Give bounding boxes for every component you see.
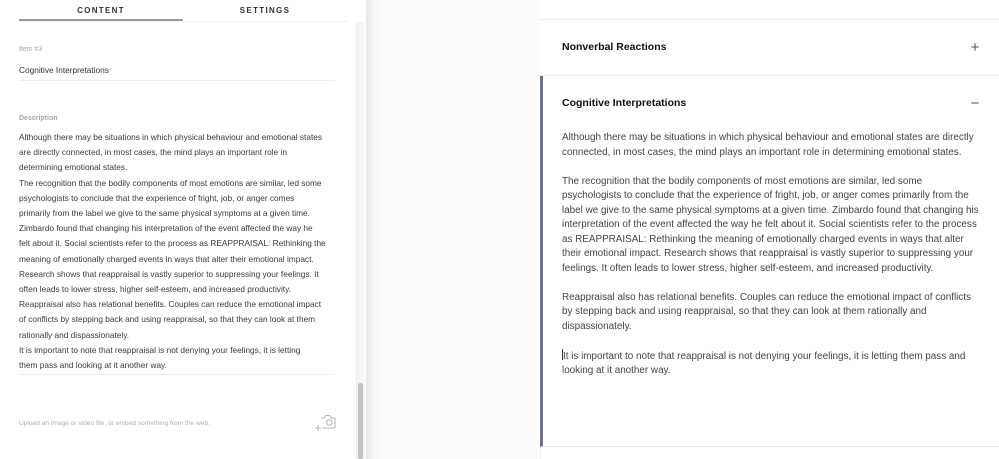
description-line: of conflicts by stepping back and using reappraisal, so that they can look at them xyxy=(19,314,316,325)
editor-panel xyxy=(0,0,366,459)
accordion-body[interactable] xyxy=(562,131,982,393)
item-number-label: Item #3 xyxy=(19,46,43,53)
canvas-gap xyxy=(366,0,540,459)
preview-panel xyxy=(540,0,999,459)
description-line: meaning of emotionally charged events in ways that alter their emotional impact. xyxy=(19,253,314,264)
description-line: psychologists to conclude that the experience of fright, job, or anger comes xyxy=(19,192,295,203)
description-line: primarily from the label we give to the same physical symptoms at a given time. xyxy=(19,208,310,219)
editor-scrollbar-thumb[interactable] xyxy=(358,383,363,459)
tab-settings[interactable]: SETTINGS xyxy=(239,6,291,15)
previous-accordion-item-edge xyxy=(540,0,999,20)
accordion-title: Cognitive Interpretations xyxy=(562,97,687,109)
media-upload-hint[interactable]: Upload an image or video file, or embed something from the web. xyxy=(19,420,210,427)
description-label: Description xyxy=(19,115,58,122)
minus-icon[interactable]: − xyxy=(970,94,980,112)
description-line: them pass and looking at it another way. xyxy=(19,360,167,371)
accordion-paragraph-last xyxy=(562,349,982,379)
tab-content[interactable]: CONTENT xyxy=(19,0,183,21)
next-accordion-item-edge xyxy=(540,447,999,459)
accordion-item-nonverbal-reactions xyxy=(540,20,999,76)
description-line: Zimbardo found that changing his interpretation of the event affected the way he xyxy=(19,223,313,234)
description-line: rationally and dispassionately. xyxy=(19,329,130,340)
accordion-title: Nonverbal Reactions xyxy=(562,41,667,53)
editor-form xyxy=(0,22,357,459)
description-line: often leads to lower stress, higher self-esteem, and increased productivity. xyxy=(19,284,291,295)
accordion-header[interactable] xyxy=(562,20,999,74)
camera-add-icon[interactable] xyxy=(314,412,338,432)
description-underline xyxy=(19,374,335,375)
item-title-input[interactable]: Cognitive Interpretations xyxy=(19,65,335,81)
accordion-item-cognitive-interpretations xyxy=(540,76,999,447)
accordion-paragraph-text: It is important to note that reappraisal is not denying your feelings, it is letting them pass and looking at it another way. xyxy=(562,350,966,376)
accordion-paragraph: Although there may be situations in which physical behaviour and emotional states are directly connected, in most cases, the mind plays an important role in determining emotional states. xyxy=(562,132,974,158)
description-textarea[interactable] xyxy=(19,130,341,373)
accordion-header[interactable] xyxy=(562,76,999,130)
description-line: Reappraisal also has relational benefits. Couples can reduce the emotional impact xyxy=(19,299,322,310)
description-line: Research shows that reappraisal is vastly superior to suppressing your feelings. It xyxy=(19,268,319,279)
description-line: Although there may be situations in which physical behaviour and emotional states xyxy=(19,132,323,142)
accordion-paragraph: Reappraisal also has relational benefits. Couples can reduce the emotional impact of conflicts by stepping back and using reappraisal, so that they can look at them rationally and dispassionately. xyxy=(562,291,971,332)
accordion-paragraph: The recognition that the bodily components of most emotions are similar, led some psychologists to conclude that the experience of fright, job, or anger comes primarily from the label we give to the same physical symptoms at a given time. Zimbardo found that changing his interpretation of the event affected the way he felt about it. Social scientists refer to the process as REAPPRAISAL: Rethinking the meaning of emotionally charged events in ways that alter their emotional impact. Research shows that reappraisal is vastly superior to suppressing your feelings. It often leads to lower stress, higher self-esteem, and increased productivity. xyxy=(562,175,979,274)
plus-icon[interactable]: + xyxy=(970,38,980,56)
description-line: determining emotional states. xyxy=(19,162,128,173)
description-line: It is important to note that reappraisal is not denying your feelings, it is letting xyxy=(19,344,301,355)
editor-tabs xyxy=(19,0,347,22)
description-line: The recognition that the bodily components of most emotions are similar, led some xyxy=(19,177,322,188)
description-line: are directly connected, in most cases, the mind plays an important role in xyxy=(19,147,287,158)
description-line: felt about it. Social scientists refer to the process as REAPPRAISAL: Rethinking the xyxy=(19,238,326,249)
